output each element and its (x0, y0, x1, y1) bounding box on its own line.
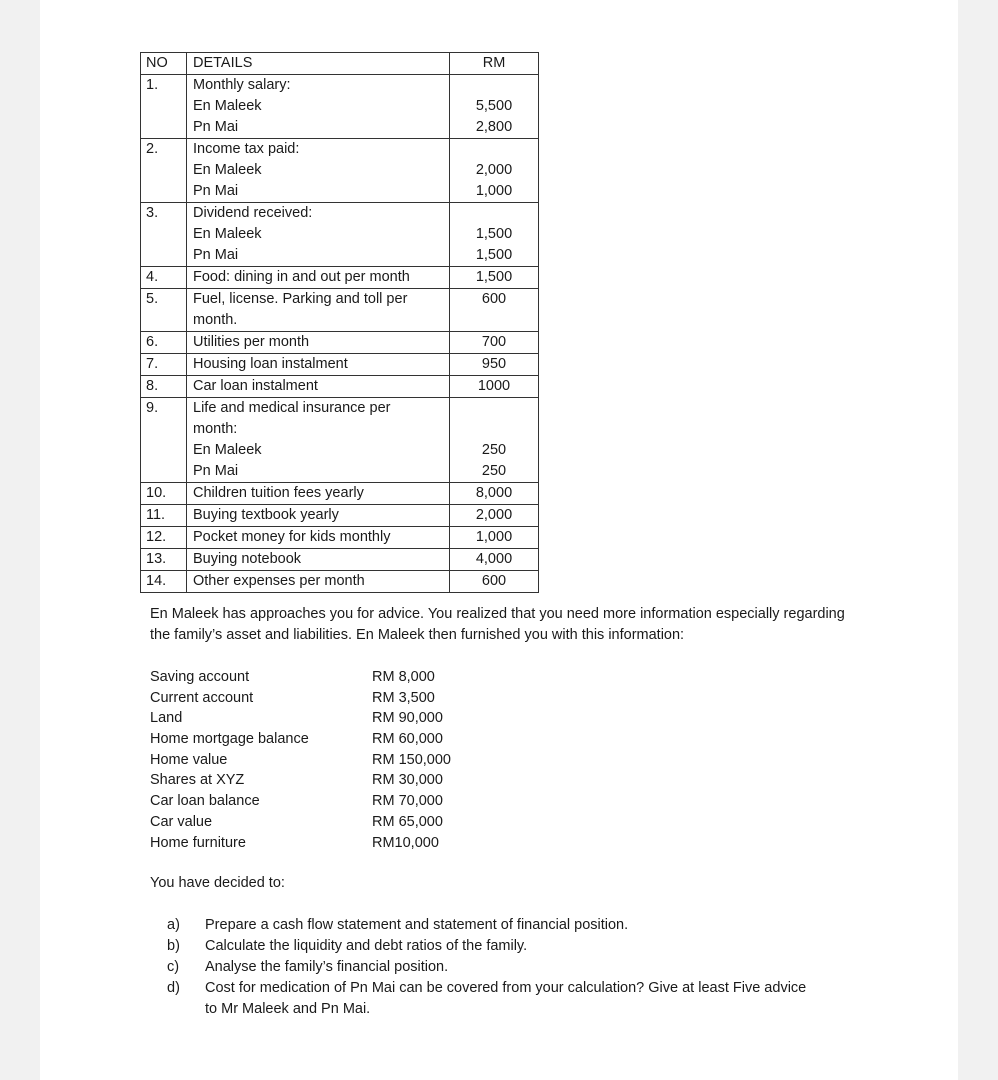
amount-line: 1,500 (475, 226, 513, 242)
amount-line: 1,500 (475, 269, 513, 285)
row-details (187, 549, 450, 571)
table-row (141, 289, 539, 332)
amount-line: 1,500 (475, 247, 513, 263)
detail-line: Buying textbook yearly (193, 507, 339, 523)
row-number: 12. (141, 527, 187, 549)
row-amount (450, 571, 539, 593)
task-text: Cost for medication of Pn Mai can be covered from your calculation? Give at least Five advice to Mr Maleek and Pn Mai. (205, 980, 807, 1017)
detail-line: Pocket money for kids monthly (193, 529, 391, 545)
row-amount (450, 549, 539, 571)
header-no: NO (141, 53, 187, 75)
detail-line: month. (193, 312, 238, 328)
asset-value: RM 60,000 (372, 731, 443, 748)
task-text: Analyse the family’s financial position. (205, 959, 449, 975)
row-details (187, 376, 450, 398)
amount-line: 2,000 (475, 162, 513, 178)
row-number: 2. (141, 139, 187, 203)
assets-list (150, 667, 451, 853)
row-amount (450, 527, 539, 549)
table-row (141, 549, 539, 571)
amount-line (454, 419, 534, 440)
asset-value: RM 70,000 (372, 793, 443, 810)
detail-line: En Maleek (193, 98, 262, 114)
row-details (187, 483, 450, 505)
detail-line: En Maleek (193, 442, 262, 458)
task-item (167, 957, 817, 978)
detail-line: Car loan instalment (193, 378, 318, 394)
header-details: DETAILS (187, 53, 450, 75)
row-details (187, 571, 450, 593)
row-number: 10. (141, 483, 187, 505)
row-number: 14. (141, 571, 187, 593)
table-row (141, 571, 539, 593)
row-number: 3. (141, 203, 187, 267)
asset-label: Home furniture (150, 834, 246, 851)
asset-label: Shares at XYZ (150, 772, 245, 789)
asset-label: Saving account (150, 669, 250, 685)
row-amount (450, 483, 539, 505)
amount-line (454, 203, 534, 224)
row-number: 1. (141, 75, 187, 139)
row-amount (450, 203, 539, 267)
task-marker: b) (167, 938, 180, 954)
asset-row (150, 791, 443, 812)
asset-value: RM10,000 (372, 834, 439, 851)
amount-line: 2,800 (475, 119, 513, 135)
amount-line: 250 (481, 463, 507, 479)
amount-line: 250 (481, 442, 507, 458)
asset-label: Current account (150, 689, 254, 706)
detail-line: month: (193, 421, 238, 437)
row-number: 6. (141, 332, 187, 354)
row-number: 8. (141, 376, 187, 398)
detail-line: Buying notebook (193, 551, 302, 567)
task-text: Prepare a cash flow statement and statement of financial position. (205, 917, 629, 933)
detail-line: En Maleek (193, 226, 262, 242)
table-row (141, 483, 539, 505)
asset-label: Home mortgage balance (150, 731, 309, 748)
amount-line: 1,000 (475, 183, 513, 199)
table-row (141, 203, 539, 267)
detail-line: Pn Mai (193, 119, 239, 135)
decided-label: You have decided to: (150, 875, 285, 891)
row-details (187, 354, 450, 376)
row-details (187, 505, 450, 527)
row-number: 9. (141, 398, 187, 483)
asset-row (150, 708, 443, 729)
row-details (187, 139, 450, 203)
row-amount (450, 354, 539, 376)
row-amount (450, 376, 539, 398)
document-page (40, 0, 958, 1080)
table-row (141, 332, 539, 354)
table-row (141, 75, 539, 139)
amount-line (454, 75, 534, 96)
amount-line: 1,000 (475, 529, 513, 545)
task-item (167, 915, 817, 936)
task-marker: a) (167, 917, 180, 933)
asset-row (150, 688, 435, 709)
amount-line: 2,000 (475, 507, 513, 523)
row-details (187, 267, 450, 289)
asset-value: RM 65,000 (372, 813, 443, 830)
asset-row (150, 729, 443, 750)
detail-line: Pn Mai (193, 247, 239, 263)
amount-line: 4,000 (475, 551, 513, 567)
tasks-list (167, 915, 817, 1020)
amount-line (454, 310, 534, 331)
amount-line: 600 (481, 573, 507, 589)
detail-line: Life and medical insurance per (193, 400, 391, 416)
table-row (141, 354, 539, 376)
detail-line: Food: dining in and out per month (193, 269, 410, 285)
asset-row (150, 750, 451, 771)
amount-line: 5,500 (475, 98, 513, 114)
row-amount (450, 75, 539, 139)
table-row (141, 398, 539, 483)
amount-line (454, 139, 534, 160)
asset-value: RM 30,000 (372, 772, 443, 789)
row-number: 13. (141, 549, 187, 571)
amount-line: 700 (481, 334, 507, 350)
row-amount (450, 289, 539, 332)
task-item (167, 978, 817, 1020)
info-paragraph: En Maleek has approaches you for advice. You realized that you need more information especially regarding the family’s asset and liabilities. En Maleek then furnished you with this information: (150, 606, 845, 643)
row-number: 11. (141, 505, 187, 527)
table-row (141, 376, 539, 398)
row-amount (450, 139, 539, 203)
detail-line: Children tuition fees yearly (193, 485, 364, 501)
row-amount (450, 267, 539, 289)
detail-line: Fuel, license. Parking and toll per (193, 291, 408, 307)
row-details (187, 398, 450, 483)
row-amount (450, 398, 539, 483)
row-details (187, 332, 450, 354)
task-text: Calculate the liquidity and debt ratios of the family. (205, 938, 528, 954)
amount-line: 1000 (477, 378, 511, 394)
detail-line: Housing loan instalment (193, 356, 348, 372)
row-number: 5. (141, 289, 187, 332)
task-marker: c) (167, 959, 180, 975)
amount-line (454, 398, 534, 419)
detail-line: Utilities per month (193, 334, 310, 350)
asset-row (150, 812, 443, 833)
row-number: 4. (141, 267, 187, 289)
row-number: 7. (141, 354, 187, 376)
table-row (141, 267, 539, 289)
header-rm: RM (450, 53, 539, 75)
table-header-row (141, 53, 539, 75)
task-marker: d) (167, 980, 180, 996)
row-amount (450, 332, 539, 354)
asset-label: Home value (150, 751, 228, 768)
row-amount (450, 505, 539, 527)
amount-line: 8,000 (475, 485, 513, 501)
amount-line: 600 (481, 291, 507, 307)
expenses-table (140, 52, 539, 593)
asset-value: RM 8,000 (372, 669, 435, 685)
asset-row (150, 770, 443, 791)
asset-row (150, 667, 435, 688)
detail-line: Income tax paid: (193, 141, 300, 157)
amount-line: 950 (481, 356, 507, 372)
detail-line: Monthly salary: (193, 77, 291, 93)
row-details (187, 203, 450, 267)
asset-value: RM 150,000 (372, 751, 451, 768)
detail-line: Other expenses per month (193, 573, 365, 589)
table-row (141, 527, 539, 549)
asset-row (150, 833, 439, 854)
row-details (187, 75, 450, 139)
detail-line: Pn Mai (193, 183, 239, 199)
table-row (141, 505, 539, 527)
asset-value: RM 90,000 (372, 710, 443, 727)
detail-line: En Maleek (193, 162, 262, 178)
table-row (141, 139, 539, 203)
task-item (167, 936, 817, 957)
asset-label: Land (150, 710, 183, 727)
detail-line: Pn Mai (193, 463, 239, 479)
asset-label: Car loan balance (150, 793, 260, 810)
row-details (187, 289, 450, 332)
row-details (187, 527, 450, 549)
asset-label: Car value (150, 813, 213, 830)
detail-line: Dividend received: (193, 205, 313, 221)
asset-value: RM 3,500 (372, 689, 435, 706)
